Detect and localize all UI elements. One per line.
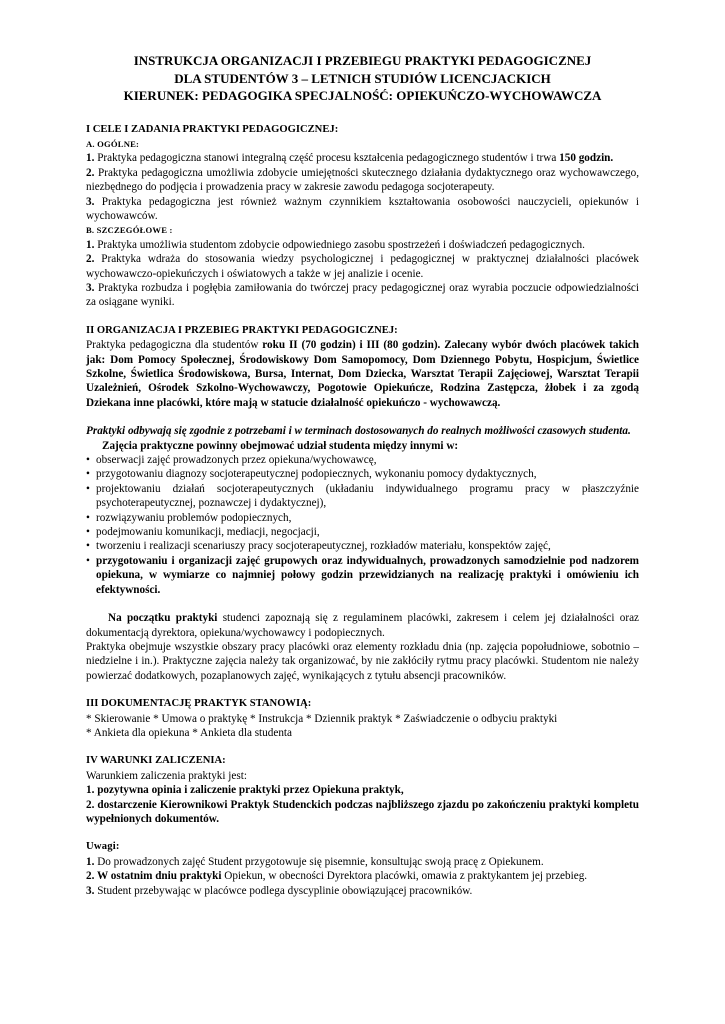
- section-4-intro: Warunkiem zaliczenia praktyki jest:: [86, 769, 247, 782]
- section-4-heading: IV WARUNKI ZALICZENIA:: [86, 755, 226, 767]
- section-1b-item-3: 3. Praktyka rozbudza i pogłębia zamiłowania do twórczej pracy pedagogicznej oraz wyrabia poczucie odpowiedzialności za osiągane wyniki.: [86, 281, 639, 309]
- activities-list: [86, 453, 639, 597]
- list-item: • obserwacji zajęć prowadzonych przez opiekuna/wychowawcę,: [86, 453, 639, 467]
- list-item: • tworzeniu i realizacji scenariuszy pracy socjoterapeutycznej, rozkładów materiału, konspektów zajęć,: [86, 539, 639, 553]
- section-1a-item-2: 2. Praktyka pedagogiczna umożliwia zdobycie umiejętności skutecznego działania dydaktycznego oraz wychowawczego, niezbędnego do podjęcia i prowadzenia pracy w zakresie zawodu pedagoga socjoterapeuty.: [86, 166, 639, 194]
- section-1-heading: I CELE I ZADANIA PRAKTYKI PEDAGOGICZNEJ:: [86, 123, 339, 135]
- section-1a-item-3: 3. Praktyka pedagogiczna jest również ważnym czynnikiem kształtowania osobowości nauczycieli, opiekunów i wychowawców.: [86, 195, 639, 222]
- section-2-activities-heading: Zajęcia praktyczne powinny obejmować udział studenta między innymi w:: [102, 439, 459, 452]
- section-1b-item-1: 1. Praktyka umożliwia studentom zdobycie odpowiedniego zasobu spostrzeżeń i doświadczeń pedagogicznych.: [86, 238, 585, 251]
- list-item: • podejmowaniu komunikacji, mediacji, negocjacji,: [86, 525, 639, 539]
- notes-heading: Uwagi:: [86, 841, 120, 853]
- section-1a-heading: A. OGÓLNE:: [86, 138, 140, 149]
- title-line-2: DLA STUDENTÓW 3 – LETNICH STUDIÓW LICENCJACKICH: [174, 70, 551, 86]
- list-item: • przygotowaniu diagnozy socjoterapeutycznej podopiecznych, wykonaniu pomocy dydaktycznych,: [86, 467, 639, 481]
- section-2-italic-note: Praktyki odbywają się zgodnie z potrzebami i w terminach dostosowanych do realnych możliwości czasowych studenta.: [86, 425, 631, 438]
- note-3: 3. Student przebywając w placówce podlega dyscyplinie obowiązującej pracowników.: [86, 884, 473, 897]
- section-2-heading: II ORGANIZACJA I PRZEBIEG PRAKTYKI PEDAGOGICZNEJ:: [86, 324, 398, 336]
- documents-line-2: * Ankieta dla opiekuna * Ankieta dla studenta: [86, 726, 292, 739]
- section-1b-heading: B. SZCZEGÓŁOWE :: [86, 225, 173, 236]
- section-4-condition-1: 1. pozytywna opinia i zaliczenie praktyki przez Opiekuna praktyk,: [86, 784, 404, 797]
- list-item: • projektowaniu działań socjoterapeutycznych (układaniu indywidualnego programu pracy w płaszczyźnie psychoterapeutycznej, poznawczej i dydaktycznej),: [86, 482, 639, 511]
- list-item: • rozwiązywaniu problemów podopiecznych,: [86, 511, 639, 525]
- section-1a-item-1: 1. Praktyka pedagogiczna stanowi integralną część procesu kształcenia pedagogicznego studentów i trwa 150 godzin.: [86, 152, 614, 165]
- section-2-last-paragraph: Praktyka obejmuje wszystkie obszary pracy placówki oraz elementy rozkładu dnia (np. zajęcia popołudniowe, sobotnio – niedzielne i in.). Praktyczne zajęcia należy tak organizować, by nie zakłóciły rytmu pracy placówki. Studentom nie należy powierzać dodatkowych, pozaplanowych zajęć, wynikających z tytułu absencji pracowników.: [86, 640, 639, 682]
- section-4-condition-2: 2. dostarczenie Kierownikowi Praktyk Studenckich podczas najbliższego zjazdu po zakończeniu praktyki kompletu wypełnionych dokumentów.: [86, 798, 639, 825]
- note-2: 2. W ostatnim dniu praktyki Opiekun, w obecności Dyrektora placówki, omawia z praktykantem jej przebieg.: [86, 870, 588, 883]
- section-2-paragraph-1: Praktyka pedagogiczna dla studentów roku II (70 godzin) i III (80 godzin). Zalecany wybór dwóch placówek takich jak: Dom Pomocy Społecznej, Środowiskowy Dom Samopomocy, Dom Dziennego Pobytu, Hospicjum, Świetlice Szkolne, Świetlica Środowiskowa, Bursa, Internat, Dom Dziecka, Warsztat Terapii Zajęciowej, Warsztat Terapii Uzależnień, Ośrodek Szkolno-Wychowawczy, Pogotowie Opiekuńcze, Rodzina Zastępcza, żłobek i za zgodą Dziekana inne placówki, które mają w statucie działalność opiekuńczo - wychowawczą.: [86, 339, 639, 409]
- note-1: 1. Do prowadzonych zajęć Student przygotowuje się pisemnie, konsultując swoją pracę z Opiekunem.: [86, 855, 544, 868]
- section-2-start-paragraph: Na początku praktyki studenci zapoznają się z regulaminem placówki, zakresem i celem jej działalności oraz dokumentacją dyrektora, opiekuna/wychowawcy i podopiecznych.: [86, 612, 640, 639]
- section-1b-item-2: 2. Praktyka wdraża do stosowania wiedzy psychologicznej i pedagogicznej w praktycznej działalności placówek wychowawczo-opiekuńczych i oświatowych a także w jej analizie i ocenie.: [86, 253, 639, 280]
- section-3-heading: III DOKUMENTACJĘ PRAKTYK STANOWIĄ:: [86, 698, 312, 710]
- list-item: • przygotowaniu i organizacji zajęć grupowych oraz indywidualnych, prowadzonych samodzielnie pod nadzorem opiekuna, w wymiarze co najmniej połowy godzin przewidzianych na realizację praktyki i omówieniu ich efektywności.: [86, 554, 639, 597]
- documents-line-1: * Skierowanie * Umowa o praktykę * Instrukcja * Dziennik praktyk * Zaświadczenie o odbyciu praktyki: [86, 712, 558, 725]
- title-line-1: INSTRUKCJA ORGANIZACJI I PRZEBIEGU PRAKTYKI PEDAGOGICZNEJ: [133, 53, 592, 68]
- document-title: [86, 52, 639, 105]
- title-line-3: KIERUNEK: PEDAGOGIKA SPECJALNOŚĆ: OPIEKUŃCZO-WYCHOWAWCZA: [123, 88, 602, 103]
